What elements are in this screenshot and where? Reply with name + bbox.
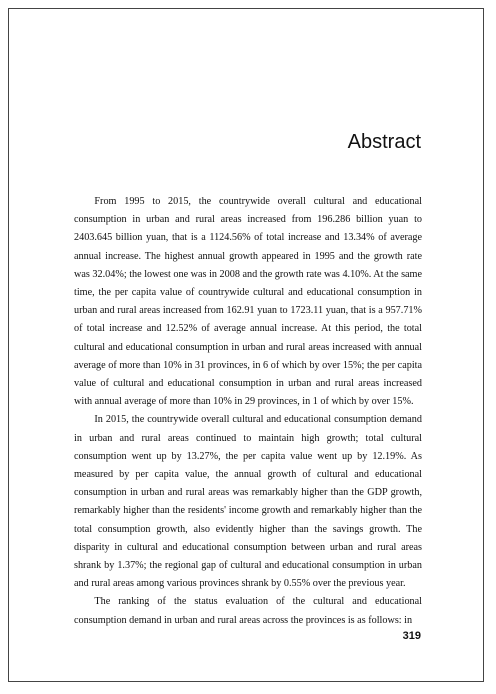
page-number: 319 — [402, 630, 421, 642]
paragraph-1: From 1995 to 2015, the countrywide overall cultural and educational consumption in urban and rural areas increased from 196.286 billion yuan to 2403.645 billion yuan, that is a 1124.56% of total increase and 13.34% of average annual increase. The highest annual growth appeared in 1995 and the growth rate was 32.04%; the lowest one was in 2008 and the growth rate was 4.10%. At the same time, the per capita value of countrywide cultural and educational consumption in urban and rural areas increased from 162.91 yuan to 1723.11 yuan, that is a 957.71% of total increase and 12.52% of average annual increase. At this period, the total cultural and educational consumption in urban and rural areas increased with annual average of more than 10% in 31 provinces, in 6 of which by over 15%; the per capita value of cultural and educational consumption in urban and rural areas increased with annual average of more than 10% in 29 provinces, in 1 of which by over 15%. — [74, 196, 422, 408]
paragraph-2: In 2015, the countrywide overall cultural and educational consumption demand in urban and rural areas continued to maintain high growth; total cultural consumption went up by 13.27%, the per capita value went up by 12.19%. As measured by per capita value, the annual growth of cultural and educational consumption in urban and rural areas was remarkably higher than the GDP growth, remarkably higher than the residents' income growth and remarkably higher than the total consumption growth, also evidently higher than the savings growth. The disparity in cultural and educational consumption between urban and rural areas shrank by 1.37%; the regional gap of cultural and educational consumption in urban and rural areas among various provinces shrank by 0.55% over the previous year. — [74, 414, 422, 590]
abstract-body — [74, 193, 422, 630]
page-heading: Abstract — [347, 131, 421, 153]
paragraph-3: The ranking of the status evaluation of the cultural and educational consumption demand in urban and rural areas across the provinces is as follows: in — [74, 596, 422, 626]
